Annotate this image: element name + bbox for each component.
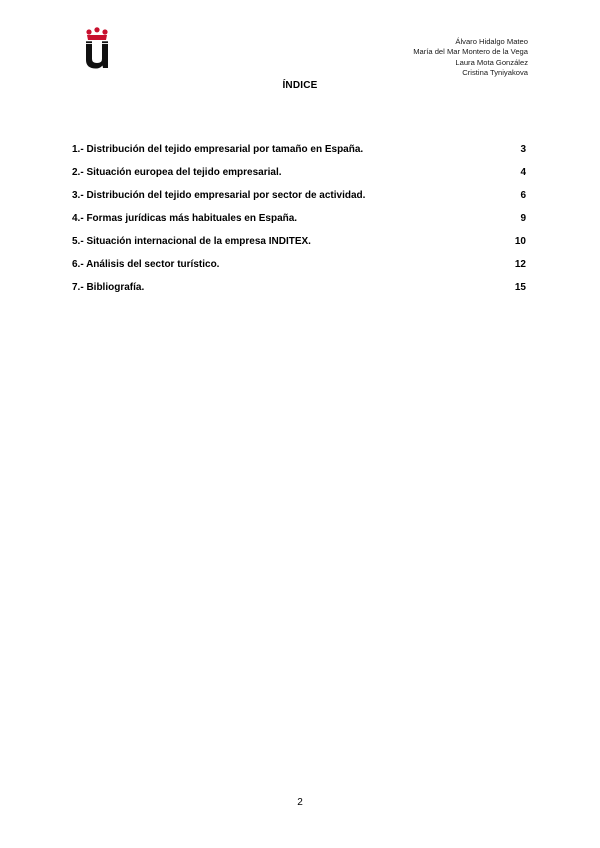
toc-entry-page: 4	[520, 167, 526, 178]
toc-entry-page: 6	[520, 190, 526, 201]
toc-entry-title: 7.- Bibliografía.	[72, 282, 145, 293]
page-number: 2	[297, 797, 303, 808]
toc-entry-page: 9	[520, 213, 526, 224]
toc-entry[interactable]	[72, 207, 526, 230]
author-name: María del Mar Montero de la Vega	[413, 47, 528, 57]
toc-entry-title: 6.- Análisis del sector turístico.	[72, 259, 220, 270]
page-title: ÍNDICE	[282, 80, 318, 91]
author-name: Laura Mota González	[455, 57, 528, 67]
table-of-contents	[72, 138, 526, 299]
toc-entry-title: 5.- Situación internacional de la empresa INDITEX.	[72, 236, 311, 247]
toc-entry[interactable]	[72, 138, 526, 161]
author-name: Cristina Tyniyakova	[462, 67, 528, 77]
toc-entry[interactable]	[72, 230, 526, 253]
university-crest-icon	[84, 27, 110, 69]
toc-entry-title: 4.- Formas jurídicas más habituales en España.	[72, 213, 298, 224]
author-name: Álvaro Hidalgo Mateo	[455, 37, 528, 46]
toc-entry[interactable]	[72, 161, 526, 184]
toc-entry[interactable]	[72, 253, 526, 276]
toc-entry[interactable]	[72, 276, 526, 299]
toc-entry-title: 3.- Distribución del tejido empresarial por sector de actividad.	[72, 190, 366, 201]
toc-entry-page: 12	[514, 259, 526, 270]
toc-entry-page: 15	[514, 282, 526, 293]
author-list	[413, 37, 528, 78]
toc-entry-title: 2.- Situación europea del tejido empresarial.	[72, 167, 282, 178]
toc-entry[interactable]	[72, 184, 526, 207]
toc-entry-page: 3	[520, 144, 526, 155]
toc-entry-page: 10	[514, 236, 526, 247]
toc-entry-title: 1.- Distribución del tejido empresarial por tamaño en España.	[72, 144, 364, 155]
